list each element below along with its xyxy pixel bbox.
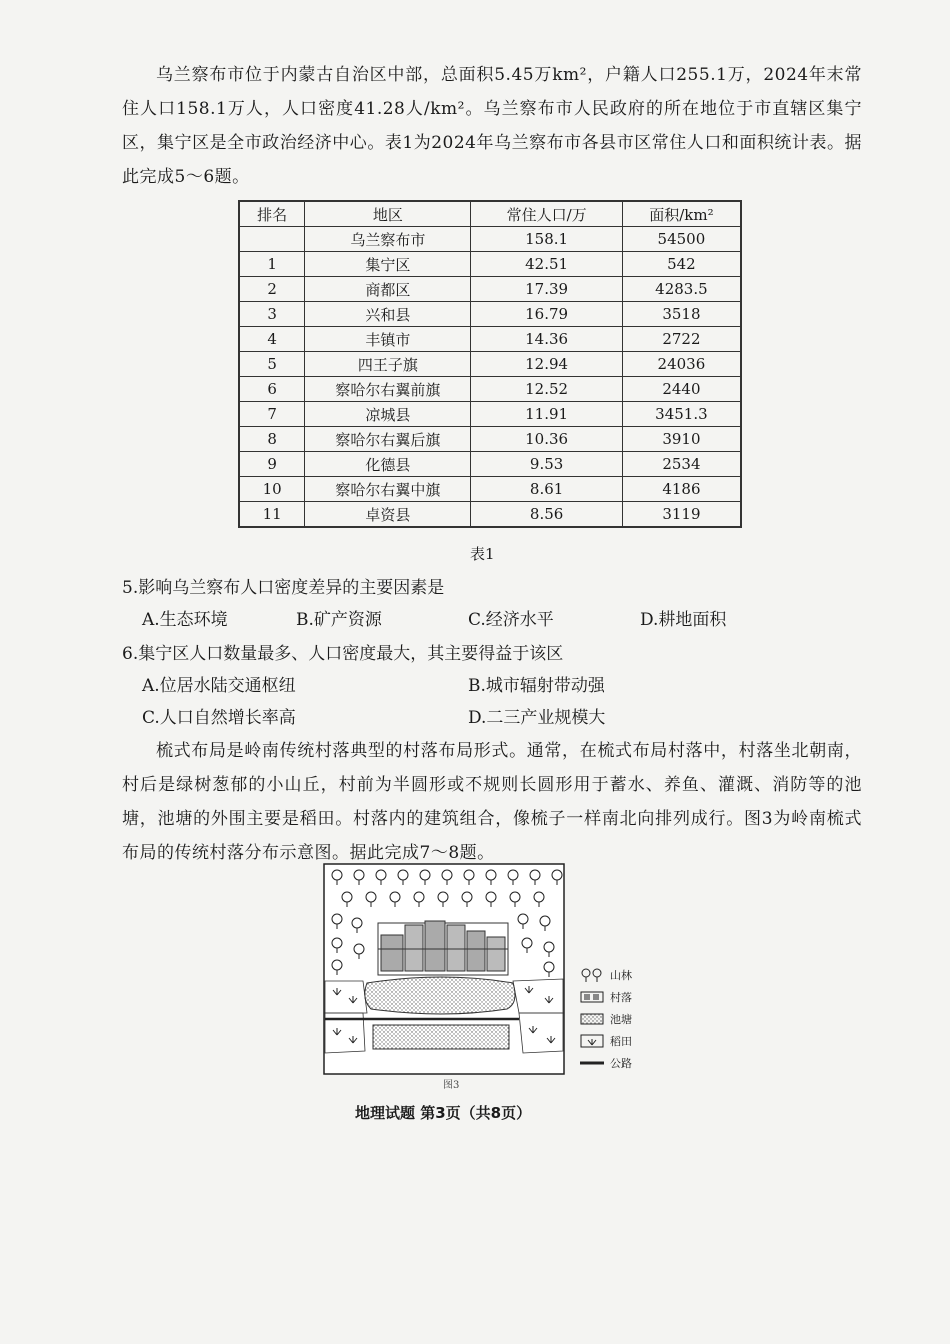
cell-area: 542 [622,252,741,277]
intro-paragraph-2: 梳式布局是岭南传统村落典型的村落布局形式。通常，在梳式布局村落中，村落坐北朝南，村后是绿树葱郁的小山丘，村前为半圆形或不规则长圆形用于蓄水、养鱼、灌溉、消防等的池塘，池塘的外围主要是稻田。村落内的建筑组合，像梳子一样南北向排列成行。图3为岭南梳式布局的传统村落分布示意图。据此完成7～8题。 [122,741,862,863]
cell-population: 11.91 [471,402,622,427]
cell-population: 8.56 [471,502,622,528]
cell-rank: 9 [239,452,305,477]
table-row [239,427,741,452]
cell-area: 54500 [622,227,741,252]
village-buildings [378,921,508,975]
legend-forest: 山林 [580,964,632,986]
q6-option-a: A.位居水陆交通枢纽 [142,676,296,696]
cell-rank: 10 [239,477,305,502]
intro-paragraph-1: 乌兰察布市位于内蒙古自治区中部，总面积5.45万km²，户籍人口255.1万，2024年末常住人口158.1万人，人口密度41.28人/km²。乌兰察布市人民政府的所在地位于市直辖区集宁区，集宁区是全市政治经济中心。表1为2024年乌兰察布市各县市区常住人口和面积统计表。据此完成5～6题。 [122,65,862,187]
table-header-region: 地区 [305,201,471,227]
cell-area: 3518 [622,302,741,327]
page-footer: 地理试题 第3页（共8页） [355,1104,532,1122]
table-row [239,402,741,427]
table-row [239,352,741,377]
cell-rank [239,227,305,252]
village-icon [580,990,604,1004]
cell-area: 3910 [622,427,741,452]
cell-region: 卓资县 [305,502,471,528]
q5-option-b: B.矿产资源 [296,610,382,630]
map-legend [580,964,632,1074]
cell-rank: 5 [239,352,305,377]
cell-region: 凉城县 [305,402,471,427]
legend-rice-field: 稻田 [580,1030,632,1052]
table-row [239,327,741,352]
pond-upper [365,977,515,1014]
cell-region: 察哈尔右翼中旗 [305,477,471,502]
cell-rank: 7 [239,402,305,427]
cell-region: 察哈尔右翼后旗 [305,427,471,452]
road-icon [580,1056,604,1070]
cell-rank: 2 [239,277,305,302]
cell-area: 24036 [622,352,741,377]
table-header-population: 常住人口/万 [471,201,622,227]
figure-label: 图3 [443,1080,460,1091]
cell-population: 16.79 [471,302,622,327]
cell-area: 3451.3 [622,402,741,427]
table-row [239,277,741,302]
cell-population: 42.51 [471,252,622,277]
population-table [238,200,742,528]
cell-population: 12.52 [471,377,622,402]
cell-area: 4186 [622,477,741,502]
question-5-stem: 5.影响乌兰察布人口密度差异的主要因素是 [122,578,445,598]
table-header-rank: 排名 [239,201,305,227]
cell-rank: 11 [239,502,305,528]
cell-population: 8.61 [471,477,622,502]
question-6-stem: 6.集宁区人口数量最多、人口密度最大，其主要得益于该区 [122,644,564,664]
table-row [239,252,741,277]
table-row [239,477,741,502]
table-row [239,452,741,477]
legend-village: 村落 [580,986,632,1008]
q5-option-d: D.耕地面积 [640,610,727,630]
cell-population: 10.36 [471,427,622,452]
village-layout-map [323,863,565,1075]
cell-rank: 8 [239,427,305,452]
pond-icon [580,1012,604,1026]
q6-option-b: B.城市辐射带动强 [468,676,605,696]
cell-population: 14.36 [471,327,622,352]
cell-region: 乌兰察布市 [305,227,471,252]
cell-area: 2534 [622,452,741,477]
cell-population: 9.53 [471,452,622,477]
cell-region: 察哈尔右翼前旗 [305,377,471,402]
cell-area: 2722 [622,327,741,352]
table-row [239,302,741,327]
cell-region: 化德县 [305,452,471,477]
table-row [239,377,741,402]
pond-lower [373,1025,509,1049]
cell-rank: 3 [239,302,305,327]
cell-population: 17.39 [471,277,622,302]
legend-road: 公路 [580,1052,632,1074]
cell-region: 集宁区 [305,252,471,277]
cell-rank: 6 [239,377,305,402]
q6-option-c: C.人口自然增长率高 [142,708,296,728]
forest-icon [580,968,604,982]
cell-region: 四王子旗 [305,352,471,377]
rice-field-icon [580,1034,604,1048]
q6-option-d: D.二三产业规模大 [468,708,606,728]
cell-rank: 1 [239,252,305,277]
cell-population: 12.94 [471,352,622,377]
table-caption: 表1 [470,545,495,563]
q5-option-a: A.生态环境 [142,610,228,630]
table-header-area: 面积/km² [622,201,741,227]
cell-region: 兴和县 [305,302,471,327]
table-row [239,227,741,252]
cell-region: 商都区 [305,277,471,302]
table-header-row [239,201,741,227]
cell-population: 158.1 [471,227,622,252]
cell-area: 4283.5 [622,277,741,302]
cell-area: 2440 [622,377,741,402]
cell-region: 丰镇市 [305,327,471,352]
cell-area: 3119 [622,502,741,528]
legend-pond: 池塘 [580,1008,632,1030]
q5-option-c: C.经济水平 [468,610,554,630]
cell-rank: 4 [239,327,305,352]
table-row [239,502,741,528]
